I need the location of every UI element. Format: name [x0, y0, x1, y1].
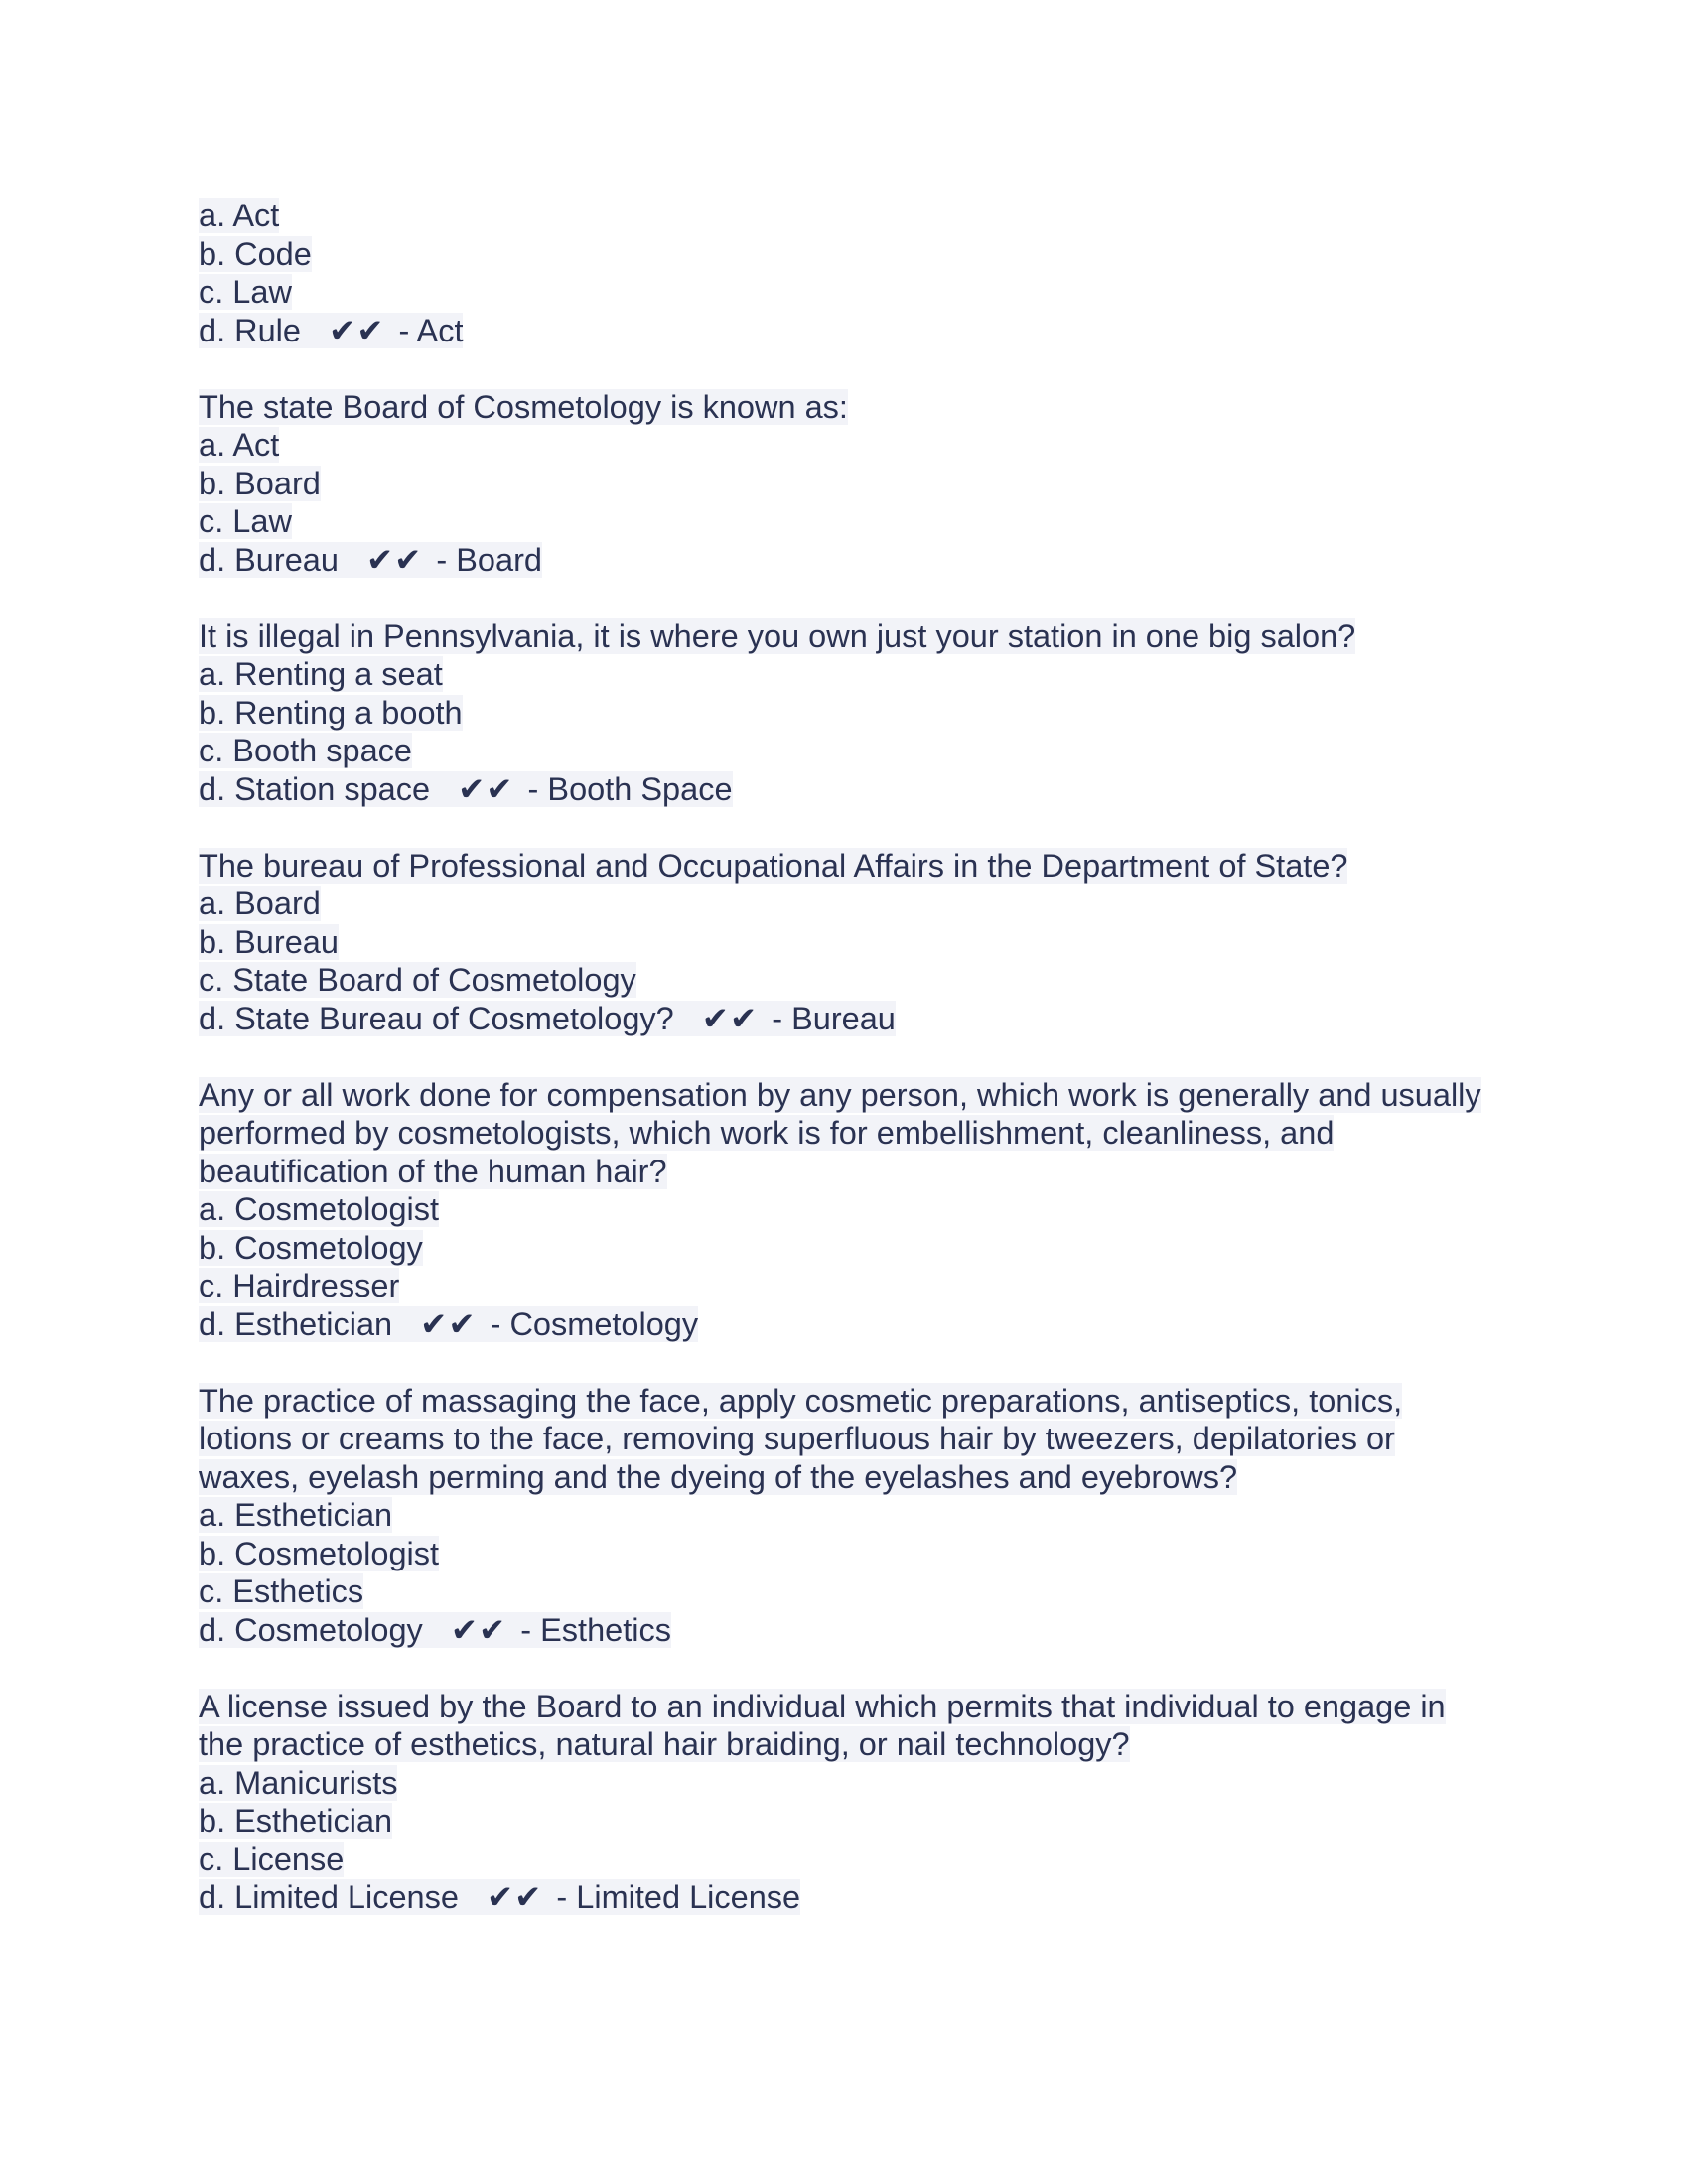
option-c: c. Booth space: [199, 733, 412, 768]
check-mark-icon: ✔✔: [486, 1879, 543, 1915]
question-block: [199, 197, 1489, 349]
option-a: a. Esthetician: [199, 1497, 393, 1533]
option-d-with-answer: [199, 1306, 698, 1342]
option-a: a. Cosmetologist: [199, 1191, 440, 1227]
question-stem: Any or all work done for compensation by any person, which work is generally and usually performed by cosmetologists, which work is for embellishment, cleanliness, and beautification of the human hair?: [199, 1076, 1481, 1189]
option-b: b. Esthetician: [199, 1803, 393, 1839]
check-mark-icon: ✔✔: [450, 1611, 507, 1648]
option-c: c. Esthetics: [199, 1573, 364, 1609]
question-block: [199, 617, 1489, 809]
question-block: [199, 847, 1489, 1038]
option-d: d. Rule: [199, 312, 301, 348]
question-stem: The practice of massaging the face, apply cosmetic preparations, antiseptics, tonics, lotions or creams to the face, removing superfluous hair by tweezers, depilatories or waxes, eyelash perming and the dyeing of the eyelashes and eyebrows?: [199, 1382, 1403, 1495]
question-stem: The bureau of Professional and Occupational Affairs in the Department of State?: [199, 847, 1348, 884]
option-b: b. Code: [199, 235, 312, 272]
option-d: d. State Bureau of Cosmetology?: [199, 1000, 674, 1036]
option-b: b. Cosmetology: [199, 1229, 423, 1266]
option-d-with-answer: [199, 771, 733, 807]
option-b: b. Board: [199, 465, 321, 501]
answer-text: - Booth Space: [527, 770, 733, 807]
answer-text: - Esthetics: [520, 1611, 671, 1648]
option-d: d. Bureau: [199, 541, 339, 578]
option-a: a. Manicurists: [199, 1764, 398, 1801]
option-c: c. Law: [199, 503, 292, 539]
option-d: d. Esthetician: [199, 1305, 393, 1342]
option-d-with-answer: [199, 1001, 896, 1036]
option-c: c. Hairdresser: [199, 1268, 400, 1303]
option-a: a. Act: [199, 427, 280, 463]
document-page: [199, 197, 1489, 1955]
question-block: [199, 388, 1489, 580]
option-d: d. Limited License: [199, 1879, 459, 1915]
option-d-with-answer: [199, 1612, 671, 1648]
option-a: a. Act: [199, 198, 280, 233]
option-d-with-answer: [199, 542, 542, 578]
option-b: b. Cosmetologist: [199, 1535, 440, 1571]
check-mark-icon: ✔✔: [420, 1305, 477, 1342]
option-a: a. Renting a seat: [199, 656, 443, 692]
option-d: d. Cosmetology: [199, 1611, 423, 1648]
answer-text: - Limited License: [556, 1879, 801, 1915]
question-block: [199, 1076, 1489, 1344]
check-mark-icon: ✔✔: [458, 770, 514, 807]
question-stem: It is illegal in Pennsylvania, it is where you own just your station in one big salon?: [199, 617, 1356, 654]
question-block: [199, 1688, 1489, 1917]
question-stem: A license issued by the Board to an individual which permits that individual to engage in the practice of esthetics, natural hair braiding, or nail technology?: [199, 1688, 1446, 1762]
option-b: b. Bureau: [199, 923, 339, 960]
check-mark-icon: ✔✔: [701, 1000, 759, 1036]
option-d: d. Station space: [199, 770, 431, 807]
option-d-with-answer: [199, 313, 463, 348]
option-c: c. Law: [199, 274, 292, 310]
option-a: a. Board: [199, 886, 321, 921]
answer-text: - Act: [398, 312, 464, 348]
answer-text: - Board: [436, 541, 542, 578]
option-c: c. State Board of Cosmetology: [199, 962, 636, 998]
question-stem: The state Board of Cosmetology is known as:: [199, 388, 848, 425]
option-d-with-answer: [199, 1879, 800, 1915]
option-c: c. License: [199, 1841, 345, 1877]
check-mark-icon: ✔✔: [328, 312, 385, 348]
question-block: [199, 1382, 1489, 1650]
check-mark-icon: ✔✔: [365, 541, 423, 578]
answer-text: - Bureau: [772, 1000, 896, 1036]
option-b: b. Renting a booth: [199, 694, 463, 731]
answer-text: - Cosmetology: [490, 1305, 699, 1342]
